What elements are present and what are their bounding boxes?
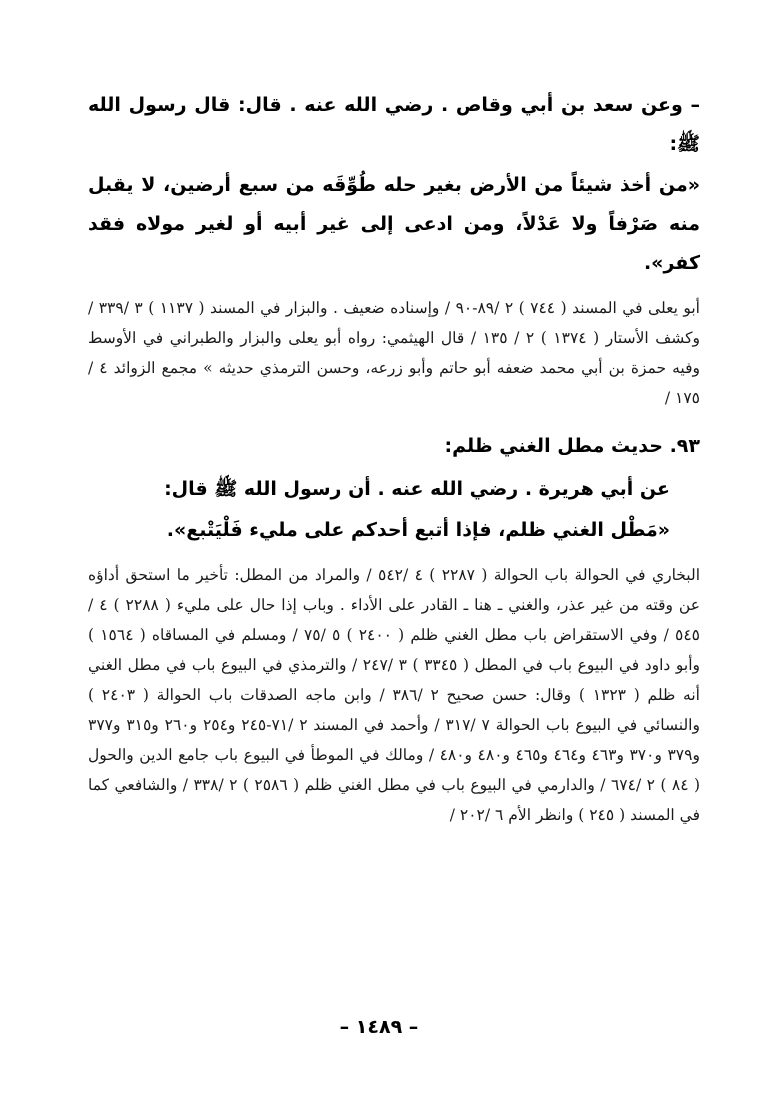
hadith-93-title: ٩٣. حديث مطل الغني ظلم: [444,435,700,457]
page-body [88,86,700,830]
hadith-93-sources: البخاري في الحوالة باب الحوالة ( ٢٢٨٧ ) ٤ /٥٤٢ / والمراد من المطل: تأخير ما استحق أداؤه عن وقته من غير عذر، والغني ـ هنا ـ القادر على الأداء . وباب إذا حال على مليء ( ٢٢٨٨ ) ٤ /٥٤٥ / وفي الاستقراض باب مطل الغني ظلم ( ٢٤٠٠ ) ٥ /٧٥ / ومسلم في المساقاه ( ١٥٦٤ ) وأبو داود في البيوع باب في المطل ( ٣٣٤٥ ) ٣ /٢٤٧ / والترمذي في البيوع باب في مطل الغني أنه ظلم ( ١٣٢٣ ) وقال: حسن صحيح ٢ /٣٨٦ / وابن ماجه الصدقات باب الحوالة ( ٢٤٠٣ ) والنسائي في البيوع باب الحوالة ٧ /٣١٧ / وأحمد في المسند ٢ /٧١-٢٤٥ و٢٥٤ و٢٦٠ و٣١٥ و٣٧٧ و٣٧٩ و٣٧٠ و٤٦٣ و٤٦٤ و٤٦٥ و٤٨٠ و٤٨٠ / ومالك في الموطأ في البيوع باب جامع الدين والحول ( ٨٤ ) ٢ /٦٧٤ / والدارمي في البيوع باب في مطل الغني ظلم ( ٢٥٨٦ ) ٢ /٣٣٨ / والشافعي كما في المسند ( ٢٤٥ ) وانظر الأم ٦ /٢٠٢ / [88,566,701,824]
hadith-93-text: «مَطْل الغني ظلم، فإذا أتبع أحدكم على مليء فَلْيَتْبع». [166,519,670,541]
hadith-93-intro: عن أبي هريرة . رضي الله عنه . أن رسول الله ﷺ قال: [164,478,670,500]
hadith-92-text: «من أخذ شيئاً من الأرض بغير حله طُوِّقَه من سبع أرضين، لا يقبل منه صَرْفاً ولا عَدْلاً، ومن ادعى إلى غير أبيه أو لغير مولاه فقد كفر». [88,174,700,274]
page-number: – ١٤٨٩ – [339,1016,419,1038]
hadith-92-intro: – وعن سعد بن أبي وقاص . رضي الله عنه . قال: قال رسول الله ﷺ: [88,94,700,155]
hadith-92-sources: أبو يعلى في المسند ( ٧٤٤ ) ٢ /٨٩-٩٠ / وإسناده ضعيف . والبزار في المسند ( ١١٣٧ ) ٣ /٣٣٩ / وكشف الأستار ( ١٣٧٤ ) ٢ / ١٣٥ / قال الهيثمي: رواه أبو يعلى والبزار والطبراني في الأوسط وفيه حمزة بن أبي محمد ضعفه أبو حاتم وأبو زرعه، وحسن الترمذي حديثه » مجمع الزوائد ٤ / ١٧٥ / [88,299,700,407]
